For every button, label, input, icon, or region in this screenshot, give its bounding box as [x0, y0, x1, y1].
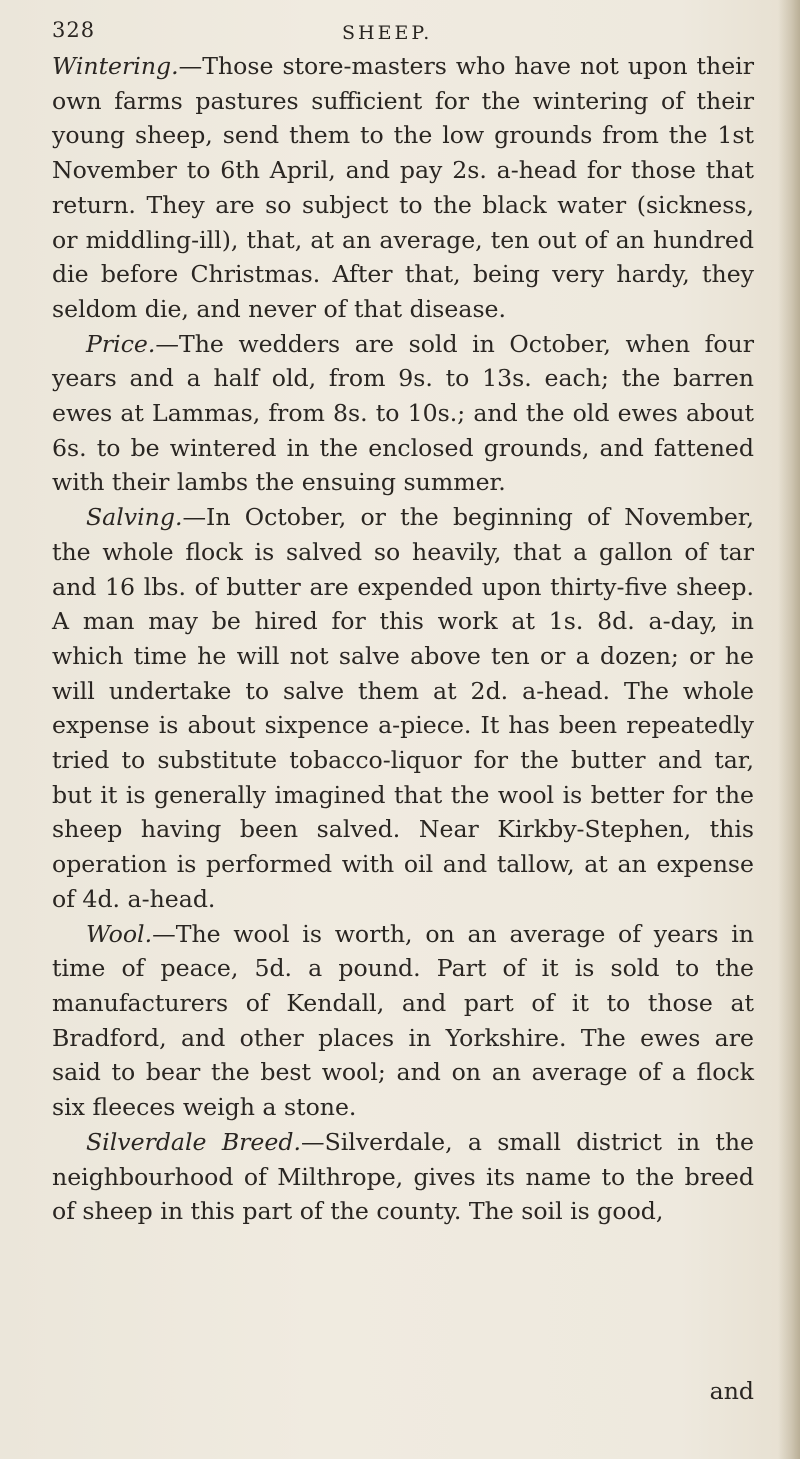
paragraph-text: —In October, or the beginning of November, the whole flock is salved so heavily, that a gallon of tar and 16 lbs. of butter are expended upon thirty-five sheep. A man may be hired for this work at 1s. 8d. a-day, in which time he will not salve above ten or a dozen; or he will undertake to salve them at 2d. a-head. The whole expense is about sixpence a-piece. It has been repeatedly tried to substitute tobacco-liquor for the butter and tar, but it is generally imagined that the wool is better for the sheep having been salved. Near Kirkby-Stephen, this operation is performed with oil and tallow, at an expense of 4d. a-head.: [52, 503, 754, 913]
paragraph-salving: [52, 500, 754, 916]
page-header: [52, 18, 712, 50]
paragraph-price: [52, 327, 754, 501]
paragraph-lead: Wintering.: [52, 52, 179, 80]
paragraph-text: —Silverdale, a small district in the neighbourhood of Milthrope, gives its name to the breed of sheep in this part of the county. The soil is good,: [52, 1127, 754, 1226]
body-text: [52, 49, 754, 1229]
catchword: and: [709, 1377, 754, 1405]
paragraph-text: —The wedders are sold in October, when four years and a half old, from 9s. to 13s. each; the barren ewes at Lammas, from 8s. to 10s.; and the old ewes about 6s. to be wintered in the enclosed grounds, and fattened with their lambs the ensuing summer.: [52, 329, 754, 497]
paragraph-wintering: [52, 49, 754, 327]
paragraph-lead: Wool.: [86, 919, 153, 948]
paragraph-lead: Silverdale Breed.: [86, 1127, 301, 1156]
paragraph-lead: Salving.: [86, 503, 183, 532]
page-edge-shadow: [778, 0, 800, 1459]
paragraph-lead: Price.: [86, 329, 156, 358]
running-head: SHEEP.: [342, 22, 433, 44]
paragraph-text: —The wool is worth, on an average of years in time of peace, 5d. a pound. Part of it is sold to the manufacturers of Kendall, and part of it to those at Bradford, and other places in Yorkshire. The ewes are said to bear the best wool; and on an average of a flock six fleeces weigh a stone.: [52, 919, 754, 1122]
page-number: 328: [52, 18, 96, 42]
paragraph-text: —Those store-masters who have not upon their own farms pastures sufficient for the wintering of their young sheep, send them to the low grounds from the 1st November to 6th April, and pay 2s. a-head for those that return. They are so subject to the black water (sickness, or middling-ill), that, at an average, ten out of an hundred die before Christmas. After that, being very hardy, they seldom die, and never of that disease.: [52, 52, 754, 323]
paragraph-silverdale-breed: [52, 1125, 754, 1229]
paragraph-wool: [52, 917, 754, 1125]
